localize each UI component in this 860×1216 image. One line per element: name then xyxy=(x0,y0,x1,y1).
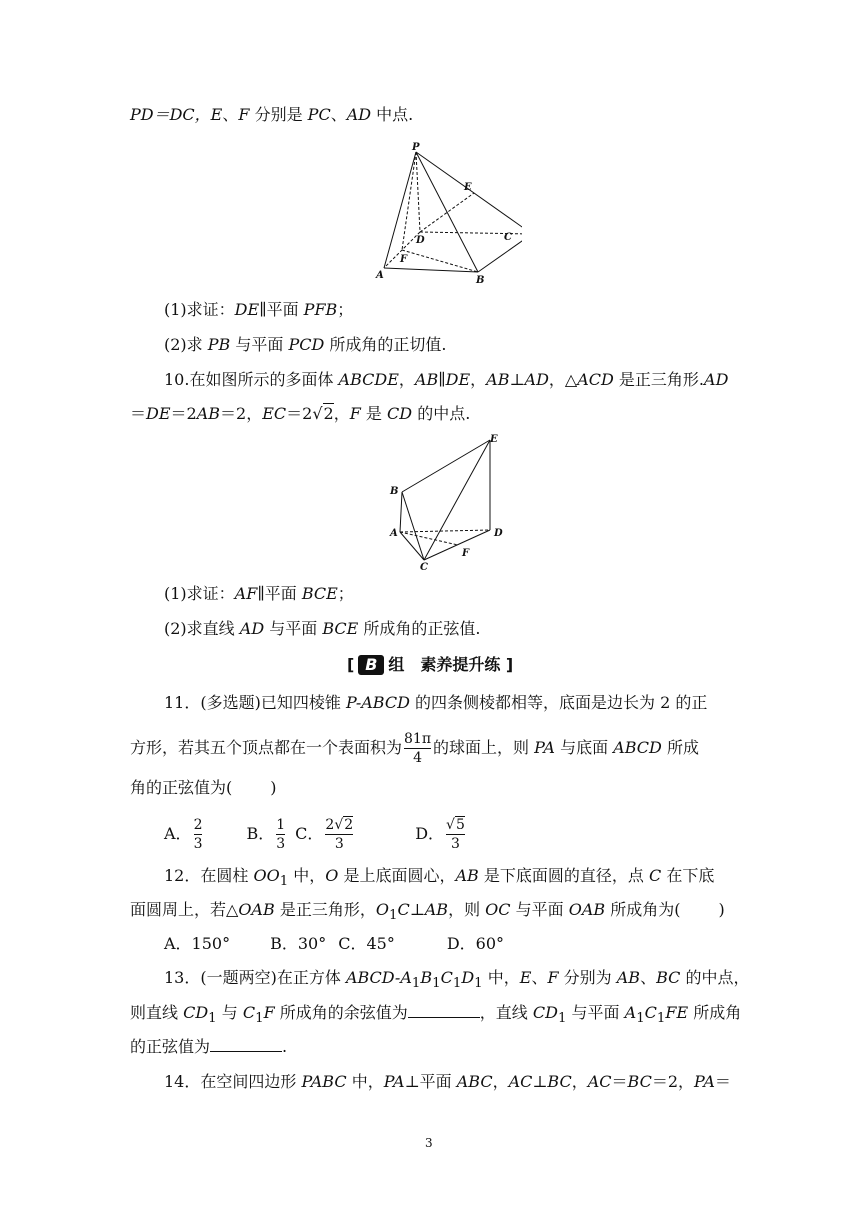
label-e: E xyxy=(490,434,498,445)
text: AB xyxy=(616,968,641,987)
text: 与平面 xyxy=(264,619,323,638)
text: C xyxy=(644,1003,657,1022)
text: ； xyxy=(337,300,354,319)
text: ＝2 xyxy=(170,404,197,423)
numerator: 81π xyxy=(404,731,432,747)
text: ) xyxy=(270,778,277,797)
text: ABC xyxy=(456,1072,493,1091)
group-b-badge: B xyxy=(358,655,384,675)
numerator: 2√2 xyxy=(325,817,354,833)
text: C xyxy=(242,1003,256,1022)
label-f: F xyxy=(462,548,470,559)
text: 分别是 xyxy=(249,105,308,124)
text: 1 xyxy=(432,976,441,992)
text: . xyxy=(282,1037,288,1056)
denominator: 3 xyxy=(193,836,203,852)
text: 分别为 xyxy=(558,968,617,987)
text: ，则 xyxy=(448,900,486,919)
text: ) xyxy=(718,900,725,919)
label-c: C xyxy=(504,232,512,243)
text: FE xyxy=(665,1003,689,1022)
text: BCE xyxy=(322,619,359,638)
text: 1 xyxy=(474,976,483,992)
text: 所成角为( xyxy=(605,900,681,919)
text: ⊥ xyxy=(409,900,425,919)
text: PA xyxy=(383,1072,405,1091)
section-title: 组 素养提升练 xyxy=(388,655,501,674)
text: PD＝DC， xyxy=(130,105,211,124)
text: A xyxy=(624,1003,637,1022)
label-d: D xyxy=(494,528,503,539)
text: BCE xyxy=(301,584,338,603)
option-label: D． xyxy=(415,824,445,843)
text: 10.在如图所示的多面体 xyxy=(164,370,339,389)
text: DE xyxy=(146,404,171,423)
text: 与平面 xyxy=(566,1003,625,1022)
text: O xyxy=(325,866,339,885)
radicand: 2 xyxy=(344,817,354,833)
text: ； xyxy=(337,584,354,603)
text: BC xyxy=(656,968,681,987)
label-d: D xyxy=(416,235,425,246)
text: 1 xyxy=(452,976,462,992)
text: ， xyxy=(398,370,415,389)
text: C xyxy=(440,968,453,987)
q9-condition xyxy=(130,103,413,127)
text: OAB xyxy=(568,900,606,919)
label-b: B xyxy=(390,486,399,497)
text: ＝ xyxy=(714,1072,731,1091)
bracket-close: ] xyxy=(505,655,514,674)
text: 1 xyxy=(411,976,421,992)
text: 1 xyxy=(557,1011,567,1027)
text: 与底面 xyxy=(554,738,614,757)
denominator: 3 xyxy=(325,834,353,853)
text: 中， xyxy=(288,866,326,885)
text: 所成角的正切值. xyxy=(324,335,447,354)
option-b xyxy=(246,817,287,852)
fraction xyxy=(404,730,431,767)
label-e: E xyxy=(464,182,472,193)
label-c: C xyxy=(420,562,428,572)
answer-blank-2[interactable] xyxy=(210,1035,282,1052)
q10-line1 xyxy=(164,368,728,392)
q9-pyramid-figure xyxy=(372,138,522,288)
q13-line1 xyxy=(164,966,749,996)
text: ， xyxy=(492,1072,509,1091)
text: ＝ xyxy=(130,404,147,423)
text: AB xyxy=(455,866,479,885)
numerator: 1 xyxy=(276,817,286,833)
text: 11．(多选题)已知四棱锥 xyxy=(164,693,346,712)
text: CD xyxy=(532,1003,558,1022)
text: ＝2， xyxy=(220,404,263,423)
text: ABCD-A xyxy=(345,968,412,987)
text: 的中点， xyxy=(680,968,750,987)
text: 与 xyxy=(216,1003,243,1022)
text: OO xyxy=(253,866,280,885)
text: C xyxy=(648,866,662,885)
text: B xyxy=(420,968,433,987)
text: PA xyxy=(694,1072,715,1091)
text: 所成 xyxy=(661,738,699,757)
option-b: B．30° xyxy=(270,934,327,953)
text: F xyxy=(238,105,250,124)
coefficient: 2 xyxy=(325,817,335,833)
text: 中， xyxy=(482,968,520,987)
label-b: B xyxy=(476,275,485,286)
text: AC xyxy=(587,1072,612,1091)
text: (1)求证： xyxy=(164,300,235,319)
text: PCD xyxy=(288,335,325,354)
q9-part1 xyxy=(164,298,353,322)
text: AD xyxy=(239,619,265,638)
text: 1 xyxy=(656,1011,666,1027)
q10-part2 xyxy=(164,617,481,641)
text: E xyxy=(519,968,532,987)
text: ， xyxy=(571,1072,588,1091)
text: CD xyxy=(387,404,413,423)
numerator: √5 xyxy=(446,817,465,833)
option-c xyxy=(295,817,355,852)
q10-part1 xyxy=(164,582,354,606)
text: ACD xyxy=(577,370,614,389)
q9-part2 xyxy=(164,333,447,357)
label-a: A xyxy=(376,270,384,281)
label-f: F xyxy=(400,254,408,265)
option-label: C． xyxy=(295,824,324,843)
text: F xyxy=(349,404,361,423)
q12-line2 xyxy=(130,898,725,928)
text: ∥平面 xyxy=(259,300,304,319)
text: E xyxy=(210,105,223,124)
q10-polyhedron-figure xyxy=(386,432,516,572)
fraction xyxy=(276,816,285,853)
denominator: 4 xyxy=(404,748,431,767)
q11-line3 xyxy=(130,776,277,800)
text: 1 xyxy=(279,874,289,890)
page-number: 3 xyxy=(425,1136,433,1150)
text: ＝2， xyxy=(651,1072,695,1091)
fraction xyxy=(194,816,203,853)
label-a: A xyxy=(390,528,398,539)
text: OC xyxy=(485,900,511,919)
text: PA xyxy=(534,738,555,757)
q11-line2 xyxy=(130,726,699,770)
text: 、 xyxy=(222,105,239,124)
text: ＝ xyxy=(611,1072,628,1091)
section-header xyxy=(347,652,537,676)
text: 角的正弦值为( xyxy=(130,778,233,797)
text: ⊥ xyxy=(532,1072,548,1091)
text: ， xyxy=(470,370,487,389)
text: AB xyxy=(424,900,449,919)
label-p: P xyxy=(412,142,420,153)
text: 1 xyxy=(208,1011,217,1027)
text: 在下底 xyxy=(661,866,715,885)
text: 1 xyxy=(636,1011,645,1027)
text: AC xyxy=(508,1072,533,1091)
bracket-open: [ xyxy=(347,655,355,674)
text: 方形，若其五个顶点都在一个表面积为 xyxy=(130,738,403,757)
text: AD xyxy=(346,105,372,124)
fraction xyxy=(446,816,465,853)
text: PFB xyxy=(303,300,338,319)
option-d: D．60° xyxy=(446,934,505,953)
q14-line1 xyxy=(164,1070,731,1094)
text: ⊥平面 xyxy=(404,1072,457,1091)
text: 是 xyxy=(360,404,388,423)
option-a xyxy=(164,817,204,852)
text: 、 xyxy=(531,968,548,987)
text: 与平面 xyxy=(230,335,289,354)
text: PC xyxy=(307,105,331,124)
text: 与平面 xyxy=(510,900,569,919)
text: ∥平面 xyxy=(257,584,302,603)
q13-line3 xyxy=(130,1035,287,1059)
text: AB⊥AD xyxy=(486,370,549,389)
q11-options xyxy=(164,812,467,856)
text: 中， xyxy=(346,1072,384,1091)
radicand: 5 xyxy=(455,817,465,833)
option-label: B． xyxy=(246,824,275,843)
q10-line2 xyxy=(130,402,470,426)
text: C xyxy=(397,900,410,919)
text: (2)求直线 xyxy=(164,619,240,638)
text: 12．在圆柱 xyxy=(164,866,254,885)
text: DE xyxy=(234,300,260,319)
denominator: 3 xyxy=(446,834,465,853)
text: ＝2 xyxy=(286,404,313,423)
text: 所成角 xyxy=(688,1003,742,1022)
text: 是正三角形， xyxy=(274,900,376,919)
text: ， xyxy=(333,404,350,423)
text: F xyxy=(263,1003,275,1022)
text: ABCDE xyxy=(338,370,399,389)
q11-line1 xyxy=(164,691,707,715)
text: 所成角的正弦值. xyxy=(358,619,481,638)
q12-options xyxy=(164,932,504,956)
text: D xyxy=(461,968,475,987)
text: (1)求证： xyxy=(164,584,235,603)
option-label: A． xyxy=(164,824,192,843)
text: 、 xyxy=(640,968,657,987)
text: BC xyxy=(627,1072,652,1091)
text: AF xyxy=(234,584,258,603)
option-d xyxy=(415,817,467,852)
text: AB xyxy=(196,404,221,423)
text: 的正弦值为 xyxy=(130,1037,211,1056)
text: 2 xyxy=(323,404,334,423)
text: 的球面上，则 xyxy=(433,738,535,757)
text: OAB xyxy=(238,900,275,919)
text: ，△ xyxy=(548,370,578,389)
text: AB∥DE xyxy=(414,370,471,389)
q13-line2 xyxy=(130,1001,741,1031)
text: ABCD xyxy=(613,738,662,757)
text: 则直线 xyxy=(130,1003,184,1022)
text: P-ABCD xyxy=(345,693,410,712)
numerator: 2 xyxy=(193,817,203,833)
text: 1 xyxy=(255,1011,264,1027)
sqrt-sign: √ xyxy=(312,404,323,423)
text: 、 xyxy=(330,105,347,124)
text: 1 xyxy=(388,908,398,924)
text: 是上底面圆心， xyxy=(338,866,456,885)
text: (2)求 xyxy=(164,335,208,354)
text: AD xyxy=(704,370,729,389)
text: 14．在空间四边形 xyxy=(164,1072,302,1091)
text: PB xyxy=(207,335,231,354)
text: 13．(一题两空)在正方体 xyxy=(164,968,346,987)
text: 的中点. xyxy=(412,404,471,423)
text: 是正三角形. xyxy=(613,370,705,389)
text: 的四条侧棱都相等，底面是边长为 2 的正 xyxy=(409,693,708,712)
option-a: A．150° xyxy=(164,934,231,953)
text: 中点. xyxy=(371,105,414,124)
answer-blank-1[interactable] xyxy=(408,1001,480,1018)
text: O xyxy=(375,900,389,919)
text: PABC xyxy=(301,1072,347,1091)
q12-line1 xyxy=(164,864,714,894)
text: BC xyxy=(547,1072,572,1091)
text: EC xyxy=(262,404,287,423)
text: 面圆周上，若△ xyxy=(130,900,239,919)
text: CD xyxy=(183,1003,209,1022)
text: 是下底面圆的直径，点 xyxy=(478,866,649,885)
text: 所成角的余弦值为 xyxy=(274,1003,408,1022)
text: F xyxy=(547,968,559,987)
text: ，直线 xyxy=(479,1003,533,1022)
option-c: C．45° xyxy=(338,934,395,953)
denominator: 3 xyxy=(276,836,286,852)
fraction xyxy=(325,816,353,853)
